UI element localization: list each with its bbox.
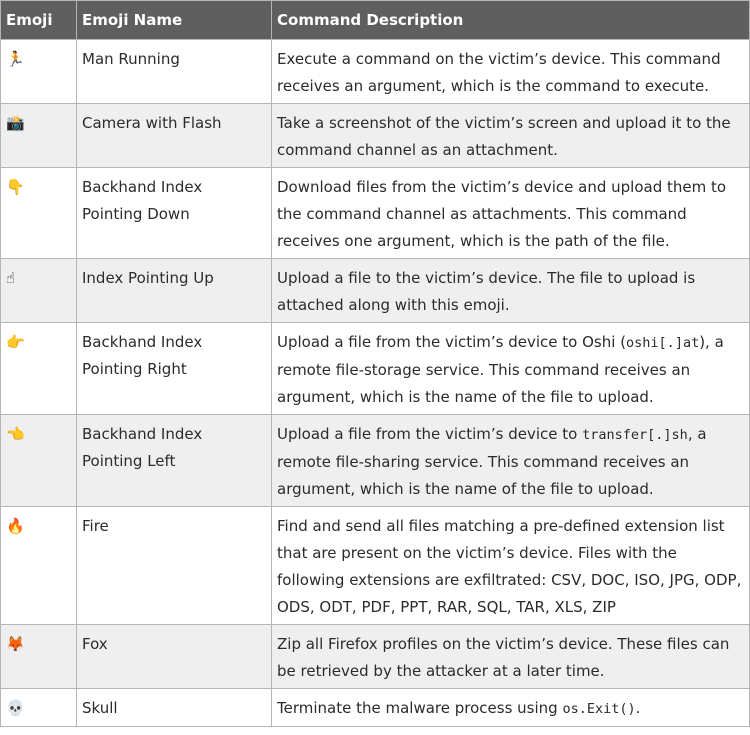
table-row <box>1 625 750 689</box>
table-row <box>1 415 750 507</box>
table-row <box>1 507 750 625</box>
command-description-cell <box>272 415 750 507</box>
header-command-description: Command Description <box>272 1 750 40</box>
table-row <box>1 689 750 727</box>
description-text: Terminate the malware process using <box>277 699 563 717</box>
command-description-cell <box>272 168 750 259</box>
command-description-cell <box>272 507 750 625</box>
command-description-cell <box>272 689 750 727</box>
command-description-cell <box>272 40 750 104</box>
emoji-name-cell: Man Running <box>77 40 272 104</box>
description-text: ), a remote file-storage service. This command receives an argument, which is the name of the file to upload. <box>277 333 724 406</box>
command-description-cell <box>272 259 750 323</box>
code-snippet: oshi[.]at <box>626 335 700 351</box>
code-snippet: os.Exit() <box>562 701 636 717</box>
emoji-name-cell: Index Pointing Up <box>77 259 272 323</box>
description-text: Take a screenshot of the victim’s screen and upload it to the command channel as an attachment. <box>277 114 731 159</box>
emoji-name-cell: Backhand Index Pointing Left <box>77 415 272 507</box>
description-text: Download files from the victim’s device and upload them to the command channel as attachments. This command receives one argument, which is the path of the file. <box>277 178 727 250</box>
emoji-name-cell: Fire <box>77 507 272 625</box>
header-emoji: Emoji <box>1 1 77 40</box>
code-snippet: transfer[.]sh <box>582 427 688 443</box>
header-emoji-name: Emoji Name <box>77 1 272 40</box>
table-row <box>1 104 750 168</box>
description-text: . <box>635 699 641 717</box>
table-row <box>1 40 750 104</box>
description-text: , a remote file-sharing service. This command receives an argument, which is the name of the file to upload. <box>277 425 707 498</box>
index-pointing-up-icon: ☝ <box>1 259 77 323</box>
description-text: Zip all Firefox profiles on the victim’s device. These files can be retrieved by the attacker at a later time. <box>277 635 730 680</box>
table-row <box>1 323 750 415</box>
command-description-cell <box>272 104 750 168</box>
backhand-index-pointing-left-icon: 👈 <box>1 415 77 507</box>
emoji-name-cell: Backhand Index Pointing Right <box>77 323 272 415</box>
fire-icon: 🔥 <box>1 507 77 625</box>
header-row <box>1 1 750 40</box>
description-text: Upload a file from the victim’s device to Oshi ( <box>277 333 627 351</box>
table-body <box>1 40 750 727</box>
table-row <box>1 259 750 323</box>
fox-icon: 🦊 <box>1 625 77 689</box>
backhand-index-pointing-right-icon: 👉 <box>1 323 77 415</box>
description-text: Execute a command on the victim’s device. This command receives an argument, which is the command to execute. <box>277 50 721 95</box>
skull-icon: 💀 <box>1 689 77 727</box>
man-running-icon: 🏃 <box>1 40 77 104</box>
description-text: Upload a file from the victim’s device to <box>277 425 583 443</box>
emoji-name-cell: Fox <box>77 625 272 689</box>
description-text: Find and send all files matching a pre-defined extension list that are present on the victim’s device. Files with the following extensions are exfiltrated: CSV, DOC, ISO, JPG, ODP, ODS, ODT, PDF, PPT, RAR, SQL, TAR, XLS, ZIP <box>277 517 742 616</box>
emoji-name-cell: Skull <box>77 689 272 727</box>
table-row <box>1 168 750 259</box>
command-description-cell <box>272 323 750 415</box>
backhand-index-pointing-down-icon: 👇 <box>1 168 77 259</box>
emoji-name-cell: Camera with Flash <box>77 104 272 168</box>
description-text: Upload a file to the victim’s device. The file to upload is attached along with this emoji. <box>277 269 696 314</box>
camera-with-flash-icon: 📸 <box>1 104 77 168</box>
emoji-name-cell: Backhand Index Pointing Down <box>77 168 272 259</box>
command-description-cell <box>272 625 750 689</box>
